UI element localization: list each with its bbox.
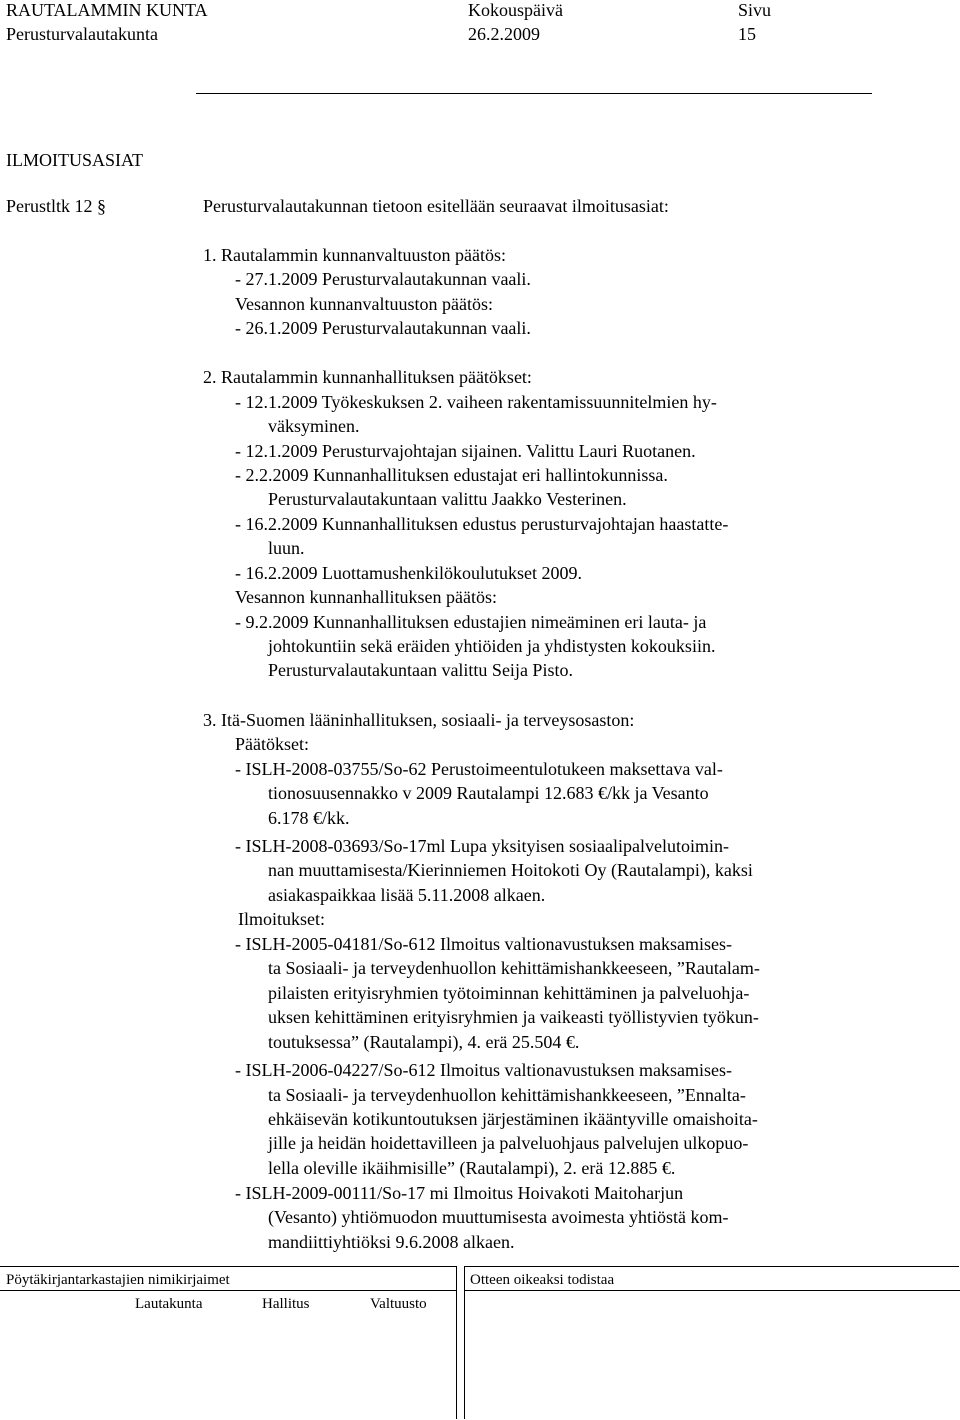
body-line: väksyminen.	[268, 416, 360, 436]
body-line: - ISLH-2009-00111/So-17 mi Ilmoitus Hoivakoti Maitoharjun	[235, 1183, 684, 1203]
signature-col-lautakunta: Lautakunta	[135, 1296, 203, 1312]
body-line: ehkäisevän kotikuntoutuksen järjestäminen ikääntyville omaishoita-	[268, 1109, 758, 1129]
header-divider	[196, 93, 872, 94]
meeting-date: 26.2.2009	[468, 24, 540, 44]
body-line: - 26.1.2009 Perusturvalautakunnan vaali.	[235, 318, 531, 338]
body-line: ta Sosiaali- ja terveydenhuollon kehittämishankkeeseen, ”Ennalta-	[268, 1085, 746, 1105]
signatures-label: Pöytäkirjantarkastajien nimikirjaimet	[6, 1272, 230, 1288]
body-line: - 9.2.2009 Kunnanhallituksen edustajien nimeäminen eri lauta- ja	[235, 612, 707, 632]
body-line: 1. Rautalammin kunnanvaltuuston päätös:	[203, 245, 506, 265]
body-line: uksen kehittäminen erityisryhmien ja vaikeasti työllistyvien työkun-	[268, 1007, 759, 1027]
body-line: - 12.1.2009 Työkeskuksen 2. vaiheen rakentamissuunnitelmien hy-	[235, 392, 717, 412]
body-line: Perusturvalautakuntaan valittu Jaakko Vesterinen.	[268, 489, 627, 509]
body-line: johtokuntiin sekä eräiden yhtiöiden ja yhdistysten kokouksiin.	[268, 636, 716, 656]
body-line: 2. Rautalammin kunnanhallituksen päätökset:	[203, 367, 532, 387]
body-line: Perusturvalautakuntaan valittu Seija Pisto.	[268, 660, 573, 680]
board-name: Perusturvalautakunta	[6, 24, 158, 44]
body-line: lella oleville ikäihmisille” (Rautalampi), 2. erä 12.885 €.	[268, 1158, 676, 1178]
body-line: - ISLH-2005-04181/So-612 Ilmoitus valtionavustuksen maksamises-	[235, 934, 732, 954]
body-line: Ilmoitukset:	[238, 909, 325, 929]
signatures-divider	[0, 1290, 457, 1291]
body-line: - 16.2.2009 Luottamushenkilökoulutukset 2009.	[235, 563, 582, 583]
body-line: - 2.2.2009 Kunnanhallituksen edustajat eri hallintokunnissa.	[235, 465, 668, 485]
certify-divider	[464, 1290, 960, 1291]
body-line: asiakaspaikkaa lisää 5.11.2008 alkaen.	[268, 885, 546, 905]
body-line: Vesannon kunnanhallituksen päätös:	[235, 587, 497, 607]
body-line: - 16.2.2009 Kunnanhallituksen edustus perusturvajohtajan haastatte-	[235, 514, 729, 534]
body-line: - ISLH-2006-04227/So-612 Ilmoitus valtionavustuksen maksamises-	[235, 1060, 732, 1080]
page-number: 15	[738, 24, 756, 44]
body-line: 3. Itä-Suomen lääninhallituksen, sosiaali- ja terveysosaston:	[203, 710, 635, 730]
body-line: - ISLH-2008-03693/So-17ml Lupa yksityisen sosiaalipalvelutoimin-	[235, 836, 729, 856]
page-label: Sivu	[738, 0, 772, 20]
body-line: 6.178 €/kk.	[268, 808, 350, 828]
body-line: pilaisten erityisryhmien työtoiminnan kehittäminen ja palveluohja-	[268, 983, 750, 1003]
meeting-label: Kokouspäivä	[468, 0, 563, 20]
body-line: - ISLH-2008-03755/So-62 Perustoimeentulotukeen maksettava val-	[235, 759, 723, 779]
body-line: jille ja heidän hoidettavilleen ja palveluohjaus palvelujen ulkopuo-	[268, 1133, 749, 1153]
body-line: nan muuttamisesta/Kierinniemen Hoitokoti Oy (Rautalampi), kaksi	[268, 860, 753, 880]
body-line: toutuksessa” (Rautalampi), 4. erä 25.504 €.	[268, 1032, 580, 1052]
body-line: mandiittiyhtiöksi 9.6.2008 alkaen.	[268, 1232, 515, 1252]
body-line: luun.	[268, 538, 305, 558]
case-label: Perustltk 12 §	[6, 196, 107, 216]
body-line: Vesannon kunnanvaltuuston päätös:	[235, 294, 493, 314]
body-line: (Vesanto) yhtiömuodon muuttumisesta avoimesta yhtiöstä kom-	[268, 1207, 729, 1227]
signature-col-valtuusto: Valtuusto	[370, 1296, 427, 1312]
body-line: - 12.1.2009 Perusturvajohtajan sijainen. Valittu Lauri Ruotanen.	[235, 441, 696, 461]
signature-col-hallitus: Hallitus	[262, 1296, 310, 1312]
body-line: ta Sosiaali- ja terveydenhuollon kehittämishankkeeseen, ”Rautalam-	[268, 958, 760, 978]
section-title: ILMOITUSASIAT	[6, 150, 143, 170]
body-line: - 27.1.2009 Perusturvalautakunnan vaali.	[235, 269, 531, 289]
org-name: RAUTALAMMIN KUNTA	[6, 0, 208, 20]
body-line: tionosuusennakko v 2009 Rautalampi 12.683 €/kk ja Vesanto	[268, 783, 709, 803]
section-intro: Perusturvalautakunnan tietoon esitellään seuraavat ilmoitusasiat:	[203, 196, 669, 216]
certify-label: Otteen oikeaksi todistaa	[470, 1272, 615, 1288]
body-line: Päätökset:	[235, 734, 309, 754]
